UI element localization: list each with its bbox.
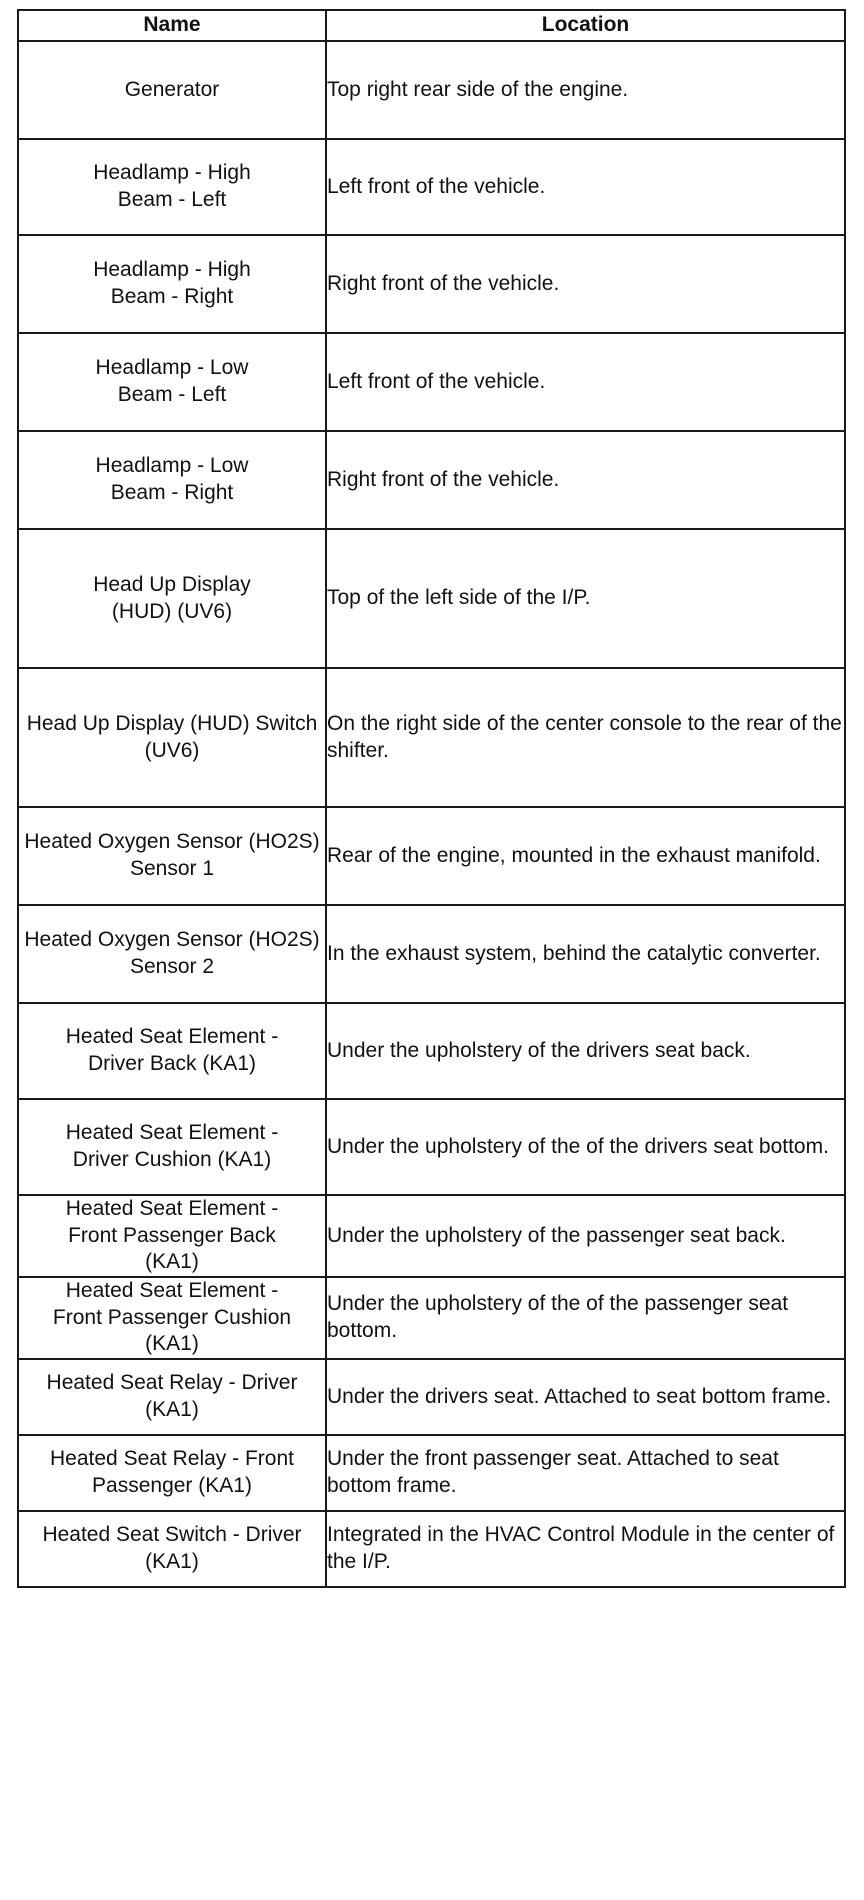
component-name: Headlamp - High Beam - Right — [18, 235, 326, 333]
table-row — [18, 1003, 845, 1099]
component-location: Left front of the vehicle. — [326, 333, 845, 431]
component-name: Generator — [18, 41, 326, 139]
table-row — [18, 668, 845, 807]
component-name: Headlamp - Low Beam - Right — [18, 431, 326, 529]
table-row — [18, 529, 845, 668]
table-row — [18, 333, 845, 431]
component-location-table — [17, 9, 846, 1588]
component-location: Integrated in the HVAC Control Module in the center of the I/P. — [326, 1511, 845, 1587]
table-row — [18, 41, 845, 139]
component-location: Under the upholstery of the drivers seat back. — [326, 1003, 845, 1099]
table-row — [18, 139, 845, 235]
component-location: Under the upholstery of the of the drivers seat bottom. — [326, 1099, 845, 1195]
component-location: Left front of the vehicle. — [326, 139, 845, 235]
component-name: Headlamp - Low Beam - Left — [18, 333, 326, 431]
table-row — [18, 1195, 845, 1277]
component-location: Under the drivers seat. Attached to seat bottom frame. — [326, 1359, 845, 1435]
component-location: Right front of the vehicle. — [326, 235, 845, 333]
table-row — [18, 1099, 845, 1195]
table-row — [18, 1511, 845, 1587]
component-name: Heated Seat Relay - Front Passenger (KA1) — [18, 1435, 326, 1511]
component-name: Heated Seat Element - Front Passenger Back (KA1) — [18, 1195, 326, 1277]
table-row — [18, 431, 845, 529]
table-row — [18, 905, 845, 1003]
component-location: Top of the left side of the I/P. — [326, 529, 845, 668]
component-location: Under the upholstery of the of the passenger seat bottom. — [326, 1277, 845, 1359]
component-name: Head Up Display (HUD) Switch (UV6) — [18, 668, 326, 807]
table-row — [18, 807, 845, 905]
component-name: Heated Seat Element - Front Passenger Cushion (KA1) — [18, 1277, 326, 1359]
component-location: On the right side of the center console to the rear of the shifter. — [326, 668, 845, 807]
component-name: Heated Seat Element - Driver Cushion (KA1) — [18, 1099, 326, 1195]
component-name: Heated Oxygen Sensor (HO2S) Sensor 2 — [18, 905, 326, 1003]
column-header-name: Name — [18, 10, 326, 41]
column-header-location: Location — [326, 10, 845, 41]
component-location: Under the upholstery of the passenger seat back. — [326, 1195, 845, 1277]
table-row — [18, 1277, 845, 1359]
component-name: Headlamp - High Beam - Left — [18, 139, 326, 235]
table-row — [18, 1359, 845, 1435]
table-row — [18, 1435, 845, 1511]
component-location: Rear of the engine, mounted in the exhaust manifold. — [326, 807, 845, 905]
component-location: Right front of the vehicle. — [326, 431, 845, 529]
component-name: Heated Oxygen Sensor (HO2S) Sensor 1 — [18, 807, 326, 905]
component-name: Heated Seat Relay - Driver (KA1) — [18, 1359, 326, 1435]
component-location: Top right rear side of the engine. — [326, 41, 845, 139]
component-name: Heated Seat Switch - Driver (KA1) — [18, 1511, 326, 1587]
table-row — [18, 235, 845, 333]
component-name: Heated Seat Element - Driver Back (KA1) — [18, 1003, 326, 1099]
component-name: Head Up Display (HUD) (UV6) — [18, 529, 326, 668]
component-location: In the exhaust system, behind the catalytic converter. — [326, 905, 845, 1003]
table-header-row — [18, 10, 845, 41]
component-location: Under the front passenger seat. Attached to seat bottom frame. — [326, 1435, 845, 1511]
